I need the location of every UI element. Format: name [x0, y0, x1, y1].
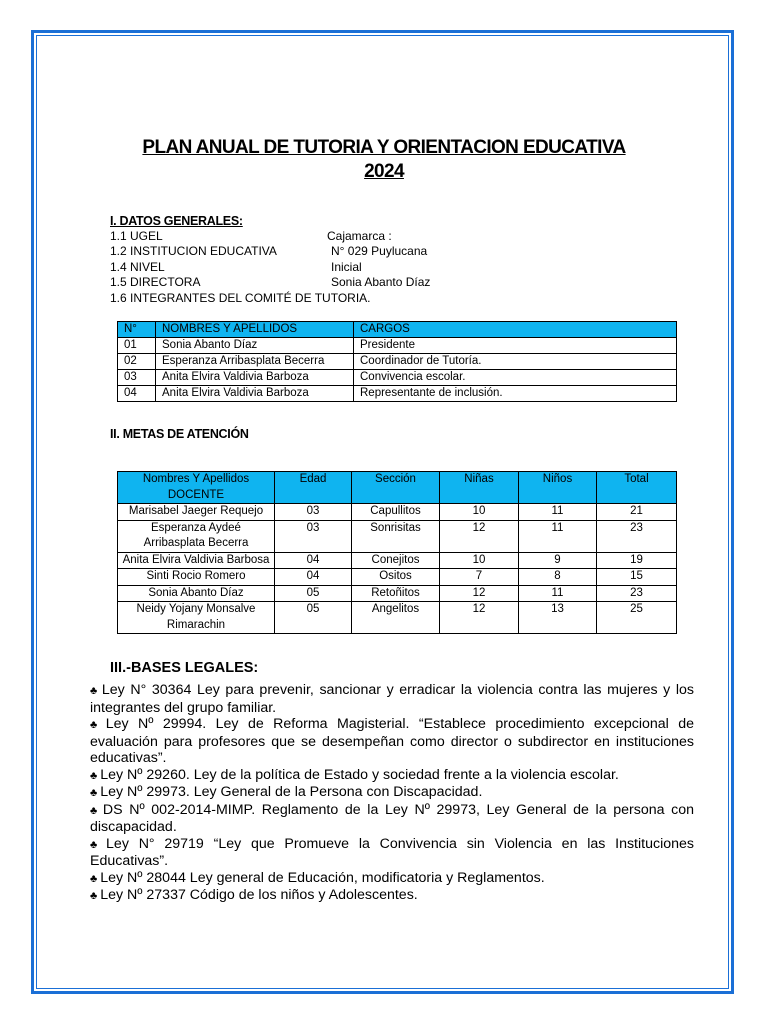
table-row [118, 354, 677, 370]
cell: 04 [275, 569, 352, 586]
table-row [118, 504, 677, 521]
cell: Sonia Abanto Díaz [156, 338, 354, 354]
cell: 7 [440, 569, 519, 586]
datos-value-ugel: Cajamarca : [327, 229, 392, 243]
header-ninas: Niñas [440, 472, 519, 504]
list-item [90, 836, 694, 870]
cell: Angelitos [352, 602, 440, 634]
cell: Sonrisitas [352, 520, 440, 552]
cell: Presidente [354, 338, 677, 354]
list-item [90, 682, 694, 716]
cell: Conejitos [352, 552, 440, 569]
list-item-text: DS Nº 002-2014-MIMP. Reglamento de la Ley Nº 29973, Ley General de la persona con discapacidad. [90, 801, 694, 835]
cell: 11 [519, 520, 597, 552]
cell: Convivencia escolar. [354, 370, 677, 386]
cell: 11 [519, 585, 597, 602]
cell: 19 [597, 552, 677, 569]
list-item [90, 784, 694, 802]
datos-value-institucion: N° 029 Puylucana [331, 244, 428, 258]
table-row [118, 552, 677, 569]
datos-label-nivel: 1.4 NIVEL [110, 260, 165, 274]
list-item-text: Ley Nº 27337 Código de los niños y Adolescentes. [100, 887, 418, 903]
datos-label-institucion: 1.2 INSTITUCION EDUCATIVA [110, 244, 277, 258]
club-bullet-icon: ♣ [90, 787, 98, 799]
cell: Neidy Yojany Monsalve Rimarachin [118, 602, 275, 634]
club-bullet-icon: ♣ [90, 838, 104, 851]
cell: 8 [519, 569, 597, 586]
datos-label-integrantes: 1.6 INTEGRANTES DEL COMITÉ DE TUTORIA. [110, 291, 371, 305]
table-header-row [118, 322, 677, 338]
bases-legales-heading: III.-BASES LEGALES: [110, 660, 259, 676]
cell: 21 [597, 504, 677, 521]
cell: Anita Elvira Valdivia Barboza [156, 386, 354, 402]
document-title: PLAN ANUAL DE TUTORIA Y ORIENTACION EDUCATIVA [142, 137, 626, 158]
cell: Esperanza Aydeé Arribasplata Becerra [118, 520, 275, 552]
metas-heading: II. METAS DE ATENCIÓN [110, 427, 249, 441]
cell: 03 [118, 370, 156, 386]
bases-legales-list [90, 682, 694, 905]
cell: Coordinador de Tutoría. [354, 354, 677, 370]
datos-label-ugel: 1.1 UGEL [110, 229, 163, 243]
datos-label-directora: 1.5 DIRECTORA [110, 275, 201, 289]
datos-value-directora: Sonia Abanto Díaz [331, 275, 431, 289]
cell: 05 [275, 602, 352, 634]
cell: 23 [597, 520, 677, 552]
header-total: Total [597, 472, 677, 504]
header-seccion: Sección [352, 472, 440, 504]
cell: 04 [118, 386, 156, 402]
list-item [90, 887, 694, 905]
list-item [90, 802, 694, 836]
club-bullet-icon: ♣ [90, 719, 103, 731]
cell: 12 [440, 585, 519, 602]
cell: 03 [275, 504, 352, 521]
cell: 13 [519, 602, 597, 634]
cell: 10 [440, 504, 519, 521]
cell: 12 [440, 520, 519, 552]
cell: 12 [440, 602, 519, 634]
header-docente: Nombres Y Apellidos DOCENTE [118, 472, 275, 504]
list-item-text: Ley Nº 29973. Ley General de la Persona con Discapacidad. [100, 784, 483, 800]
metas-atencion-table [117, 471, 677, 634]
cell: 15 [597, 569, 677, 586]
datos-generales-heading: I. DATOS GENERALES: [110, 214, 243, 228]
document-year: 2024 [364, 161, 404, 182]
cell: Esperanza Arribasplata Becerra [156, 354, 354, 370]
cell: Sinti Rocio Romero [118, 569, 275, 586]
list-item-text: Ley Nº 29260. Ley de la política de Estado y sociedad frente a la violencia escolar. [100, 766, 619, 783]
cell: 25 [597, 602, 677, 634]
club-bullet-icon: ♣ [90, 685, 99, 697]
cell: 11 [519, 504, 597, 521]
club-bullet-icon: ♣ [90, 872, 98, 885]
club-bullet-icon: ♣ [90, 804, 100, 817]
list-item [90, 716, 694, 767]
header-cargos: CARGOS [354, 322, 677, 338]
header-numero: N° [118, 322, 156, 338]
cell: 05 [275, 585, 352, 602]
list-item-text: Ley N° 30364 Ley para prevenir, sancionar y erradicar la violencia contra las mujeres y los integrantes del grupo familiar. [90, 682, 695, 716]
header-ninos: Niños [519, 472, 597, 504]
cell: Anita Elvira Valdivia Barbosa [118, 552, 275, 569]
datos-value-nivel: Inicial [331, 260, 362, 274]
cell: 10 [440, 552, 519, 569]
list-item [90, 870, 694, 888]
cell: Sonia Abanto Díaz [118, 585, 275, 602]
table-row [118, 386, 677, 402]
header-edad: Edad [275, 472, 352, 504]
club-bullet-icon: ♣ [90, 890, 98, 902]
list-item [90, 767, 694, 785]
cell: 03 [275, 520, 352, 552]
cell: Representante de inclusión. [354, 386, 677, 402]
table-row [118, 338, 677, 354]
cell: 04 [275, 552, 352, 569]
list-item-text: Ley Nº 28044 Ley general de Educación, modificatoria y Reglamentos. [100, 869, 545, 886]
cell: 23 [597, 585, 677, 602]
list-item-text: Ley N° 29719 “Ley que Promueve la Convivencia sin Violencia en las Instituciones Educativas”. [90, 835, 694, 869]
cell: Ositos [352, 569, 440, 586]
table-row [118, 370, 677, 386]
table-row [118, 585, 677, 602]
cell: 01 [118, 338, 156, 354]
header-nombres: NOMBRES Y APELLIDOS [156, 322, 354, 338]
cell: Capullitos [352, 504, 440, 521]
table-header-row [118, 472, 677, 504]
cell: 9 [519, 552, 597, 569]
cell: Marisabel Jaeger Requejo [118, 504, 275, 521]
cell: Retoñitos [352, 585, 440, 602]
table-row [118, 602, 677, 634]
table-row [118, 520, 677, 552]
table-row [118, 569, 677, 586]
cell: Anita Elvira Valdivia Barboza [156, 370, 354, 386]
cell: 02 [118, 354, 156, 370]
club-bullet-icon: ♣ [90, 769, 98, 782]
comite-tutoria-table [117, 321, 677, 402]
list-item-text: Ley Nº 29994. Ley de Reforma Magisterial. “Establece procedimiento excepcional de evaluación para profesores que se desempeñan como director o subdirector en instituciones educativas”. [90, 716, 695, 766]
